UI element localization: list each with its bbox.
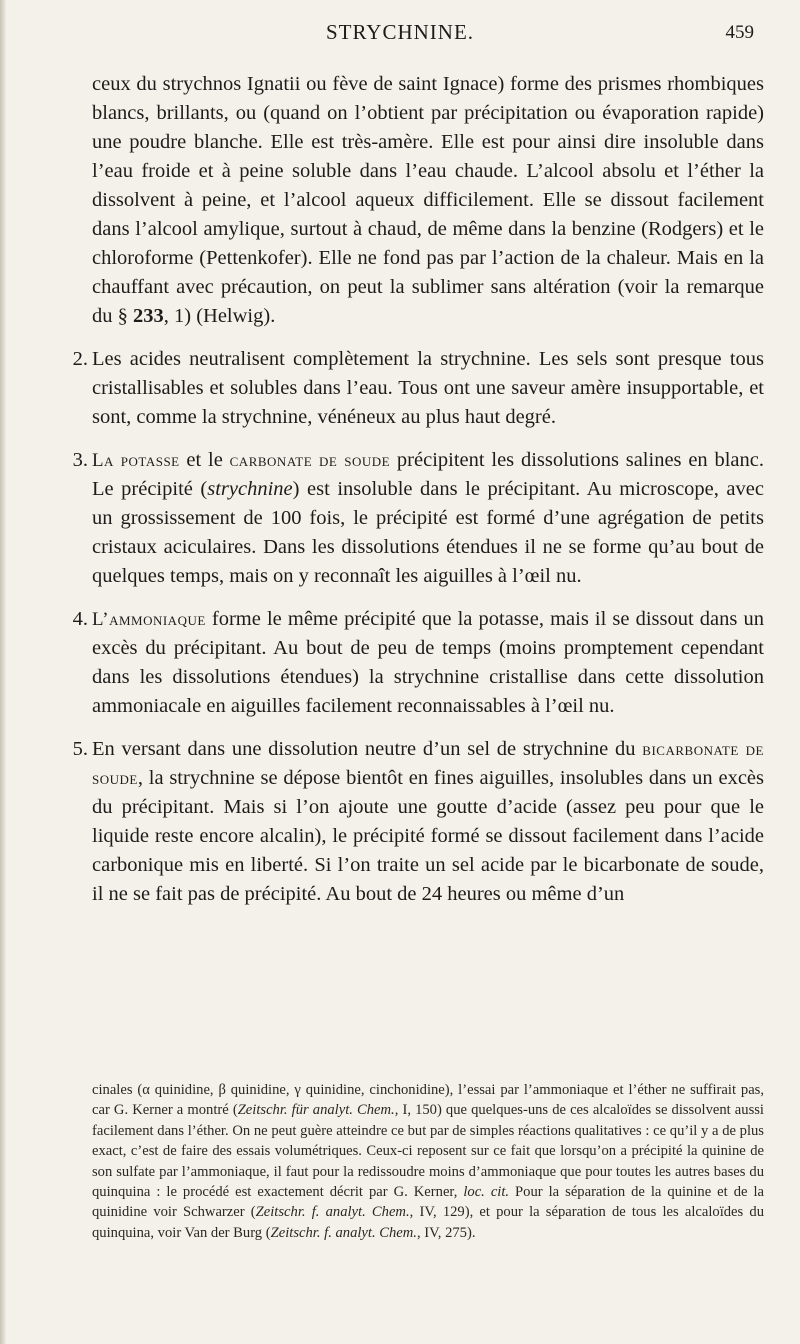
item-number: 3. [72,449,88,471]
item-number: 5. [72,738,88,760]
page-binding-edge [0,0,6,1344]
citation-journal: Zeitschr. f. analyt. Chem. [270,1224,417,1241]
reagent-ammoniaque: L’ammoniaque [92,609,206,630]
citation-journal: Zeitschr. für analyt. Chem. [237,1102,395,1119]
item-text: Les acides neutralisent complètement la strychnine. Les sels sont presque tous cristallisables et solubles dans l’eau. Tous ont une saveur amère insupportable, et sont, comme la strychnine, vénéneux au plus haut degré. [92,348,764,428]
item-text: En versant dans une dissolution neutre d’un sel de strychnine du [92,738,643,760]
lead-text-a: ceux du strychnos Ignatii ou fève de saint Ignace) forme des prismes rhombiques blancs, brillants, ou (quand on l’obtient par précipitation ou évaporation rapide) une poudre blanche. Elle est très-amère. Elle est pour ainsi dire insoluble dans l’eau froide et à peine soluble dans l’eau chaude. L’alcool absolu et l’éther la dissolvent à peine, et l’alcool aqueux difficilement. Elle se dissout facilement dans l’alcool amylique, surtout à chaud, de même dans la benzine (Rodgers) et le chloroforme (Pettenkofer). Elle ne fond pas par l’action de la chaleur. Mais en la chauffant avec précaution, on peut la sublimer sans altération (voir la remarque du § [92,73,764,327]
reaction-item-3 [72,446,765,591]
page-header [0,20,800,50]
continued-paragraph [92,70,764,331]
item-text: ) est insoluble dans le précipitant. Au microscope, avec un grossissement de 100 fois, le précipité est formé d’une agrégation de petits cristaux aciculaires. Dans les dissolutions étendues il ne se forme qu’au bout de quelques temps, mais on y reconnaît les aiguilles à l’œil nu. [92,478,764,587]
footnote-text: cinales (α quinidine, β quinidine, γ quinidine, cinchonidine), l’essai par l’ammoniaque et l’éther ne suffirait pas, car G. Kerner a montré ( [92,1082,764,1119]
item-number: 4. [72,608,88,630]
item-text: précipitent les dissolutions salines en blanc. Le précipité ( [92,449,765,500]
item-text: , la strychnine se dépose bientôt en fines aiguilles, insolubles dans un excès du précipitant. Mais si l’on ajoute une goutte d’acide (assez peu pour que le liquide reste encore alcalin), le précipité formé se dissout facilement dans l’acide carbonique mis en liberté. Si l’on traite un sel acide par le bicarbonate de soude, il ne se fait pas de précipité. Au bout de 24 heures ou même d’un [92,767,764,905]
footnote-text: , IV, 129), et pour la séparation de tous les alcaloïdes du quinquina, voir Van der Burg ( [92,1204,764,1241]
reagent-bicarbonate: bicarbonate de soude [92,739,764,789]
reaction-item-2 [72,345,764,432]
reagent-carbonate: carbonate de soude [229,450,391,471]
reagent-potasse: La potasse [92,450,180,471]
page-number: 459 [725,22,754,43]
reaction-item-4 [72,605,764,721]
item-text: et le [179,449,230,471]
body-text [72,70,765,909]
reaction-item-5 [72,735,764,909]
lead-text-b: , 1) (Helwig). [163,305,276,327]
footnote [92,1080,764,1243]
section-reference: 233 [133,305,164,327]
footnote-text: Pour la séparation de la quinine et de la quinidine voir Schwarzer ( [92,1184,764,1221]
running-title: STRYCHNINE. [325,20,475,44]
italic-term: strychnine [207,478,293,500]
citation-loc-cit: loc. cit. [463,1184,510,1201]
citation-journal: Zeitschr. f. analyt. Chem. [255,1204,410,1221]
footnote-text: , I, 150) que quelques-uns de ces alcaloïdes se dissolvent aussi facilement dans l’éther. On ne peut guère atteindre ce but par de simples réactions qualitatives : ce qu’il y a de plus exact, c’est de faire des essais volumétriques. Ceux-ci reposent sur ce fait que lorsqu’on a précipité la quinine de son sulfate par l’ammoniaque, il faut pour la redissoudre moins d’ammoniaque que pour toutes les autres bases du quinquina : le procédé est exactement décrit par G. Kerner, [92,1102,764,1201]
item-text: forme le même précipité que la potasse, mais il se dissout dans un excès du précipitant. Au bout de peu de temps (moins promptement cependant dans les dissolutions étendues) la strychnine cristallise dans cette dissolution ammoniacale en aiguilles facilement reconnaissables à l’œil nu. [92,608,764,717]
footnote-text: , IV, 275). [416,1224,476,1241]
item-number: 2. [72,348,88,370]
